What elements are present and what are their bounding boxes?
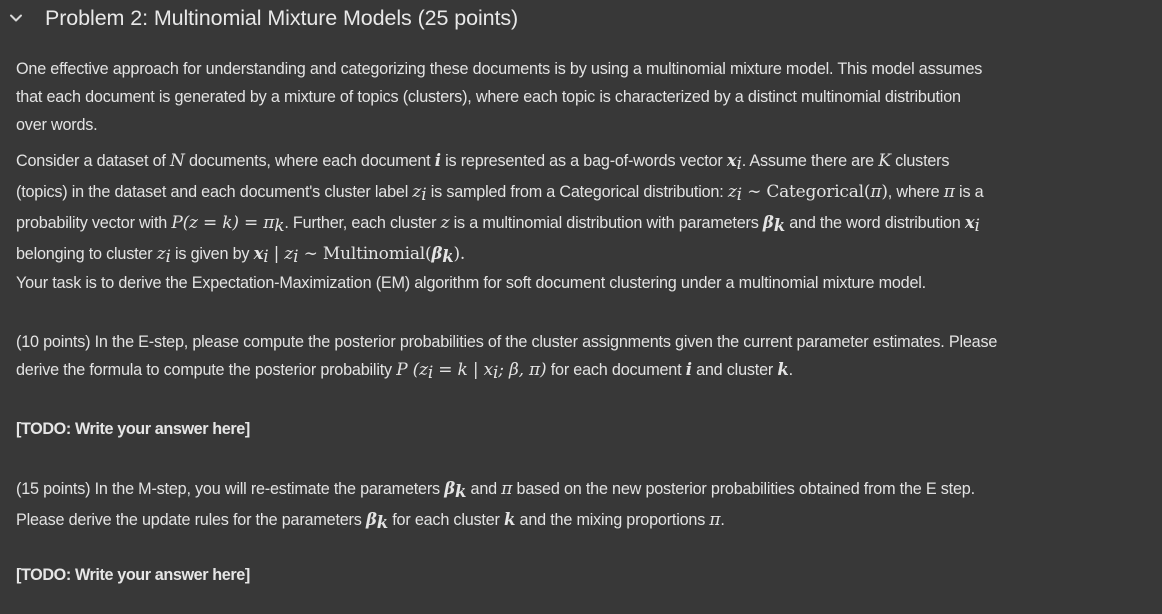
setup-line-4: belonging to cluster $z_i$ is given by $x_i$ | $z_i$ ∼ $Multinomial(\beta_k)$. (16, 244, 466, 267)
todo-answer-estep[interactable]: [TODO: Write your answer here] (16, 420, 250, 438)
intro-line-1: One effective approach for understanding and categorizing these documents is by using a multinomial mixture model. This model assumes (16, 60, 983, 78)
estep-line-2: derive the formula to compute the posterior probability P ($z_i = k$ | $x_i$; β, π) for each document i and cluster k. (16, 360, 793, 383)
setup-paragraph (16, 147, 1146, 271)
mstep-paragraph (16, 475, 1146, 537)
mstep-line-2: Please derive the update rules for the parameters $\beta_k$ for each cluster k and the mixing proportions π. (16, 510, 725, 532)
chevron-down-icon[interactable] (7, 9, 25, 27)
task-paragraph (16, 269, 1146, 297)
problem-header (0, 0, 1162, 36)
todo-answer-mstep[interactable]: [TODO: Write your answer here] (16, 566, 250, 584)
mstep-line-1: (15 points) In the M-step, you will re-estimate the parameters $\beta_k$ and π based on the new posterior probabilities obtained from the E step. (16, 479, 975, 501)
intro-paragraph (16, 55, 1146, 139)
setup-line-3: probability vector with $P(z = k) = \pi_k$. Further, each cluster z is a multinomial distribution with parameters $\beta_k$ and the word distribution $x_i$ (16, 213, 980, 236)
estep-paragraph (16, 328, 1146, 387)
task-line: Your task is to derive the Expectation-Maximization (EM) algorithm for soft document clustering under a multinomial mixture model. (16, 274, 926, 292)
estep-line-1: (10 points) In the E-step, please compute the posterior probabilities of the cluster assignments given the current parameter estimates. Please (16, 333, 998, 351)
intro-line-3: over words. (16, 116, 98, 134)
intro-line-2: that each document is generated by a mixture of topics (clusters), where each topic is characterized by a distinct multinomial distribution (16, 88, 961, 106)
setup-line-2: (topics) in the dataset and each document's cluster label $z_i$ is sampled from a Categorical distribution: $z_i$ ∼ Categorical(π), where π is a (16, 182, 984, 205)
setup-line-1: Consider a dataset of N documents, where each document i is represented as a bag-of-words vector $x_i$. Assume there are K clusters (16, 151, 950, 174)
problem-title: Problem 2: Multinomial Mixture Models (25 points) (45, 6, 519, 30)
